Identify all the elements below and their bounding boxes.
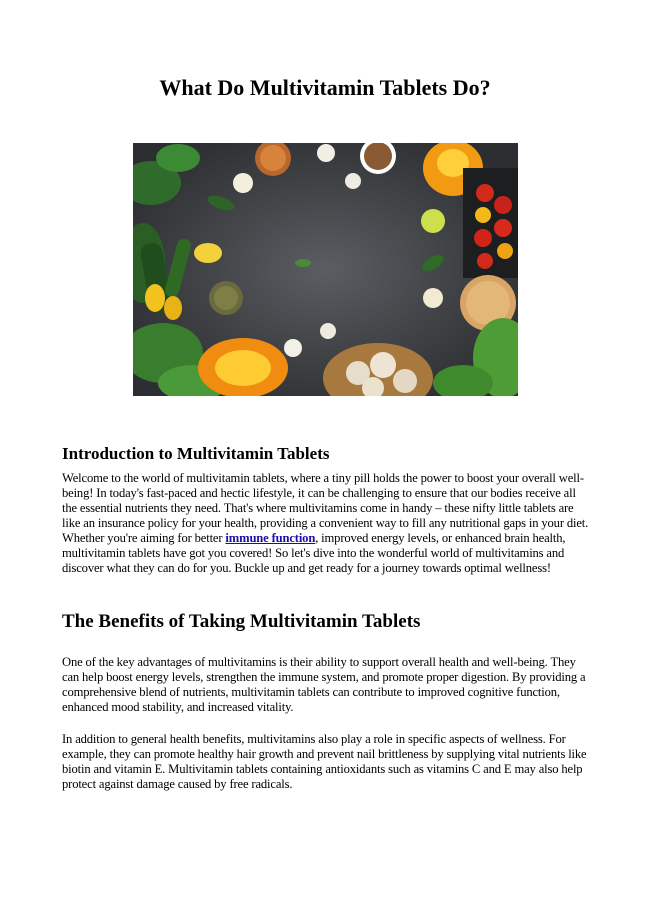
section-heading-introduction: Introduction to Multivitamin Tablets [62,444,330,463]
intro-paragraph [62,471,592,576]
intro-text-after: , improved energy levels, or enhanced brain health, multivitamin tablets have got you covered! So let's dive into the wonderful world of multivitamins and discover what they can do for you. Buckle up and get ready for a journey towards optimal wellness! [62,531,566,575]
intro-text-before: Welcome to the world of multivitamin tablets, where a tiny pill holds the power to boost your overall well-being! In today's fast-paced and hectic lifestyle, it can be challenging to ensure that our bodies receive all the essential nutrients they need. That's where multivitamins come in handy – these nifty little tablets are like an insurance policy for your health, providing a convenient way to fill any nutritional gaps in your diet. Whether you're aiming for better [62,471,589,545]
benefits-paragraph-2: In addition to general health benefits, multivitamins also play a role in specific aspects of wellness. For example, they can promote healthy hair growth and prevent nail brittleness by supplying vital nutrients like biotin and vitamin E. Multivitamin tablets containing antioxidants such as vitamins C and E may also help protect against damage caused by free radicals. [62,732,587,791]
benefits-paragraph-1: One of the key advantages of multivitamins is their ability to support overall health and well-being. They can help boost energy levels, strengthen the immune system, and promote proper digestion. By providing a comprehensive blend of nutrients, multivitamin tablets can contribute to improved cognitive function, enhanced mood stability, and increased vitality. [62,655,586,714]
section-heading-benefits: The Benefits of Taking Multivitamin Tablets [62,611,421,632]
healthy-food-photo [133,143,518,396]
page-title: What Do Multivitamin Tablets Do? [159,75,491,100]
hero-image [133,143,518,396]
immune-function-link[interactable]: immune function [225,531,316,545]
